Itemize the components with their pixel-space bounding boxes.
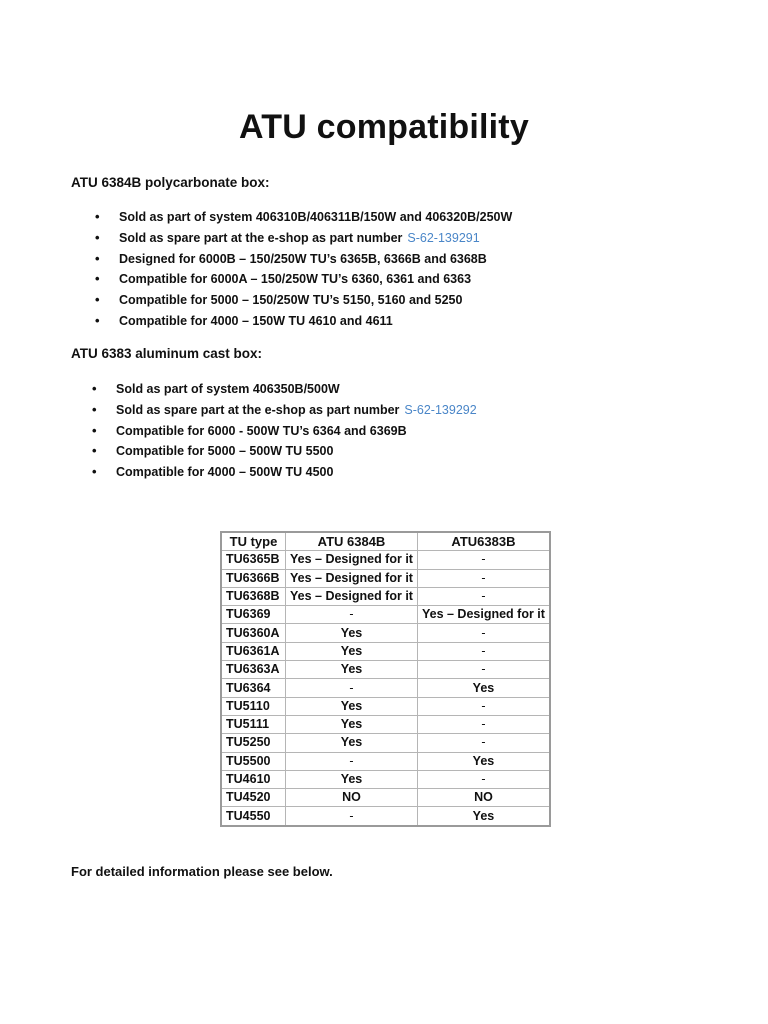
table-row [221, 569, 550, 587]
footer-note: For detailed information please see below. [71, 864, 333, 879]
bullet-icon: • [95, 312, 100, 328]
list-item-text: Compatible for 4000 – 150W TU 4610 and 4611 [119, 313, 393, 328]
part-number-link[interactable]: S-62-139292 [404, 402, 477, 417]
cell-atu-6384b: Yes [286, 697, 418, 715]
list-item-text: Compatible for 6000A – 150/250W TU’s 6360, 6361 and 6363 [119, 272, 472, 287]
table-header-row [221, 532, 550, 551]
cell-atu6383b: NO [417, 789, 549, 807]
bullet-icon: • [95, 250, 100, 266]
cell-atu6383b: - [417, 624, 549, 642]
cell-tu-type: TU6369 [221, 606, 286, 624]
list-item-text: Compatible for 5000 – 500W TU 5500 [116, 444, 334, 459]
cell-atu-6384b: Yes [286, 770, 418, 788]
cell-atu6383b: - [417, 642, 549, 660]
cell-tu-type: TU4550 [221, 807, 286, 826]
cell-atu-6384b: Yes [286, 661, 418, 679]
cell-atu-6384b: - [286, 606, 418, 624]
section-heading-atu-6383: ATU 6383 aluminum cast box: [71, 346, 263, 361]
bullet-list-atu-6384b [95, 207, 512, 332]
cell-atu6383b: Yes [417, 752, 549, 770]
list-item [95, 269, 512, 290]
column-header-tu-type: TU type [221, 532, 286, 551]
cell-tu-type: TU6363A [221, 661, 286, 679]
cell-atu-6384b: Yes – Designed for it [286, 569, 418, 587]
cell-atu-6384b: Yes – Designed for it [286, 551, 418, 569]
cell-atu6383b: Yes [417, 679, 549, 697]
cell-tu-type: TU6360A [221, 624, 286, 642]
cell-atu6383b: Yes – Designed for it [417, 606, 549, 624]
table-row [221, 770, 550, 788]
table-body [221, 551, 550, 826]
list-item-text: Sold as spare part at the e-shop as part number [119, 230, 403, 245]
cell-tu-type: TU4520 [221, 789, 286, 807]
cell-atu-6384b: Yes [286, 715, 418, 733]
bullet-icon: • [95, 209, 100, 224]
list-item-text: Compatible for 5000 – 150/250W TU’s 5150, 5160 and 5250 [119, 293, 463, 308]
list-item [95, 207, 512, 228]
list-item-text: Sold as part of system 406310B/406311B/150W and 406320B/250W [119, 210, 513, 224]
table-row [221, 587, 550, 605]
cell-atu6383b: - [417, 734, 549, 752]
cell-atu-6384b: Yes – Designed for it [286, 587, 418, 605]
list-item [92, 379, 477, 400]
list-item-text: Compatible for 4000 – 500W TU 4500 [116, 465, 334, 480]
table-row [221, 715, 550, 733]
list-item-text: Sold as spare part at the e-shop as part number [116, 402, 400, 417]
cell-atu6383b: - [417, 551, 549, 569]
table-row [221, 679, 550, 697]
cell-atu-6384b: - [286, 679, 418, 697]
bullet-icon: • [92, 381, 97, 396]
bullet-icon: • [95, 271, 100, 287]
cell-tu-type: TU5111 [221, 715, 286, 733]
bullet-icon: • [95, 292, 100, 308]
cell-atu-6384b: - [286, 807, 418, 826]
table-row [221, 807, 550, 826]
cell-tu-type: TU6368B [221, 587, 286, 605]
table-row [221, 789, 550, 807]
table-row [221, 551, 550, 569]
cell-atu6383b: - [417, 661, 549, 679]
cell-atu6383b: - [417, 587, 549, 605]
cell-tu-type: TU6361A [221, 642, 286, 660]
cell-atu-6384b: Yes [286, 734, 418, 752]
bullet-icon: • [92, 443, 97, 459]
table-row [221, 752, 550, 770]
list-item [92, 400, 477, 421]
cell-tu-type: TU6366B [221, 569, 286, 587]
cell-tu-type: TU5500 [221, 752, 286, 770]
section-heading-atu-6384b: ATU 6384B polycarbonate box: [71, 175, 270, 190]
page-title: ATU compatibility [239, 108, 529, 146]
column-header-atu-6384b: ATU 6384B [286, 532, 418, 551]
cell-atu-6384b: Yes [286, 642, 418, 660]
table-row [221, 642, 550, 660]
cell-atu6383b: - [417, 770, 549, 788]
list-item-text: Compatible for 6000 - 500W TU’s 6364 and 6369B [116, 423, 407, 438]
list-item-text: Sold as part of system 406350B/500W [116, 382, 340, 396]
cell-tu-type: TU4610 [221, 770, 286, 788]
list-item-text: Designed for 6000B – 150/250W TU’s 6365B, 6366B and 6368B [119, 251, 487, 266]
table-row [221, 624, 550, 642]
bullet-icon: • [95, 229, 100, 245]
cell-atu6383b: - [417, 569, 549, 587]
cell-atu6383b: Yes [417, 807, 549, 826]
list-item [95, 290, 512, 311]
part-number-link[interactable]: S-62-139291 [407, 230, 480, 245]
bullet-icon: • [92, 422, 97, 438]
cell-tu-type: TU6365B [221, 551, 286, 569]
cell-tu-type: TU6364 [221, 679, 286, 697]
table-row [221, 661, 550, 679]
bullet-list-atu-6383 [92, 379, 477, 483]
cell-atu6383b: - [417, 697, 549, 715]
list-item [95, 311, 512, 332]
list-item [92, 462, 477, 483]
compatibility-table [220, 531, 551, 827]
column-header-atu6383b: ATU6383B [417, 532, 549, 551]
cell-atu-6384b: - [286, 752, 418, 770]
cell-atu-6384b: NO [286, 789, 418, 807]
cell-atu6383b: - [417, 715, 549, 733]
bullet-icon: • [92, 401, 97, 417]
cell-tu-type: TU5250 [221, 734, 286, 752]
table-row [221, 697, 550, 715]
table-row [221, 734, 550, 752]
list-item [95, 228, 512, 249]
list-item [92, 441, 477, 462]
table-row [221, 606, 550, 624]
cell-atu-6384b: Yes [286, 624, 418, 642]
list-item [95, 249, 512, 270]
cell-tu-type: TU5110 [221, 697, 286, 715]
bullet-icon: • [92, 464, 97, 480]
list-item [92, 421, 477, 442]
